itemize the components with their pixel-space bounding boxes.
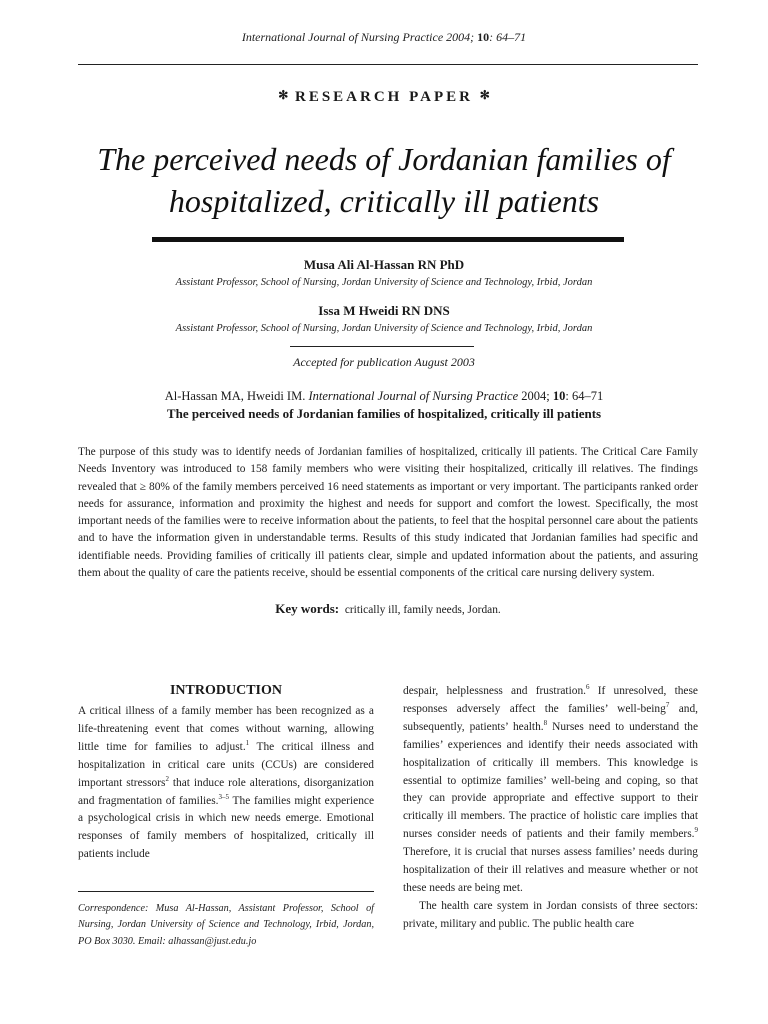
author-name: Issa M Hweidi RN DNS xyxy=(318,303,450,318)
reference-marker: 3–5 xyxy=(218,792,230,801)
journal-year: 2004; xyxy=(446,30,475,44)
reference-marker: 2 xyxy=(165,774,169,783)
accepted-date: Accepted for publication August 2003 xyxy=(293,355,475,369)
author-name: Musa Ali Al-Hassan RN PhD xyxy=(303,257,465,272)
section-label-text: RESEARCH PAPER xyxy=(295,89,473,105)
citation-pages: : 64–71 xyxy=(565,389,604,403)
correspondence-footnote: Correspondence: Musa Al-Hassan, Assistant Professor, School of Nursing, Jordan University of Science and Technology, Irbid, Jordan, PO Box 3030. Email: alhassan@just.edu.jo xyxy=(78,903,374,947)
paper-title-line-1: The perceived needs of Jordanian families of xyxy=(97,141,671,177)
body-text: The critical illness and hospitalization in critical care units (CCUs) are considered important stressors xyxy=(78,740,374,789)
citation-volume: 10 xyxy=(552,389,566,403)
author-affiliation: Assistant Professor, School of Nursing, Jordan University of Science and Technology, Irbid, Jordan xyxy=(175,323,593,334)
section-heading-introduction: INTRODUCTION xyxy=(169,683,282,698)
citation-authors: Al-Hassan MA, Hweidi IM. xyxy=(164,389,306,403)
journal-name: International Journal of Nursing Practice xyxy=(241,30,444,44)
journal-volume: 10 xyxy=(477,30,490,44)
author-affiliation: Assistant Professor, School of Nursing, Jordan University of Science and Technology, Irbid, Jordan xyxy=(175,277,593,288)
paragraph: The health care system in Jordan consists of three sectors: private, military and public. The public health care xyxy=(403,899,698,930)
body-text: A critical illness of a family member has been recognized as a life-threatening event that comes without warning, allowing little time for families to adjust. xyxy=(78,705,374,753)
header-rule xyxy=(78,64,698,65)
citation-title: The perceived needs of Jordanian families of hospitalized, critically ill patients xyxy=(166,406,602,421)
journal-pages: : 64–71 xyxy=(489,30,527,44)
citation-journal: International Journal of Nursing Practice xyxy=(308,389,519,403)
paper-title xyxy=(90,138,678,222)
body-text: Therefore, it is crucial that nurses assess families’ needs during hospitalization of their ill relatives and measure whether or not these needs are being met. xyxy=(403,846,698,894)
footnote-rule xyxy=(78,891,374,892)
paper-title-line-2: hospitalized, critically ill patients xyxy=(168,183,600,219)
citation xyxy=(0,389,768,404)
journal-header xyxy=(0,30,768,45)
body-text: that induce role alterations, disorganization and fragmentation of families. xyxy=(78,776,375,807)
paragraph xyxy=(403,683,698,898)
body-text: and, subsequently, patients’ health. xyxy=(403,702,698,733)
reference-marker: 8 xyxy=(543,718,548,727)
body-column-left xyxy=(78,703,374,864)
title-divider-bar xyxy=(152,237,624,242)
body-text: despair, helplessness and frustration. xyxy=(403,685,586,697)
body-text: The families might experience a psychological crisis in which new needs emerge. Emotional responses of family members of hospitalized, critically ill patients include xyxy=(78,794,375,861)
star-icon: ✻ xyxy=(479,88,490,102)
keywords-label: Key words: xyxy=(275,601,340,616)
body-text: If unresolved, these responses adversely affect the families’ well-being xyxy=(403,685,698,715)
abstract: The purpose of this study was to identify needs of Jordanian families of hospitalized, critically ill patients. The Critical Care Family Needs Inventory was introduced to 158 family members who were visiting their hospitalized, critically ill relatives. The findings revealed that ≥ 80% of the family members perceived 16 need statements as important or very important. The participants ranked order needs for assurance, information and proximity the highest and needs for support and comfort the lowest. Specifically, the most important needs of the families were to receive information about the patients, to feel that the hospital personnel care about the patients and to have the information given in understandable terms. Results of this study indicated that Jordanian families had specific and identifiable needs. Providing families of critically ill patients clear, simple and updated information about the patients, and assuring them about the quality of care the patients receive, should be essential components of the critical care nursing delivery system. xyxy=(78,446,698,580)
reference-marker: 7 xyxy=(665,700,670,709)
reference-marker: 9 xyxy=(694,826,698,835)
keywords xyxy=(78,601,698,617)
accepted-rule xyxy=(290,346,474,347)
body-column-right xyxy=(403,683,698,934)
reference-marker: 6 xyxy=(586,683,590,691)
body-text: Nurses need to understand the families’ experiences and identify their needs associated with hospitalization of critically ill members. This knowledge is essential to optimize families’ well-being and coping, so that they can provide appropriate and effective support to their critically ill members. The practice of holistic care implies that nurses consider needs of patients and their family members. xyxy=(403,720,698,841)
star-icon: ✻ xyxy=(278,88,289,102)
citation-year: 2004; xyxy=(521,389,550,403)
keywords-value: critically ill, family needs, Jordan. xyxy=(344,604,501,616)
section-label xyxy=(0,88,768,106)
reference-marker: 1 xyxy=(245,738,250,747)
